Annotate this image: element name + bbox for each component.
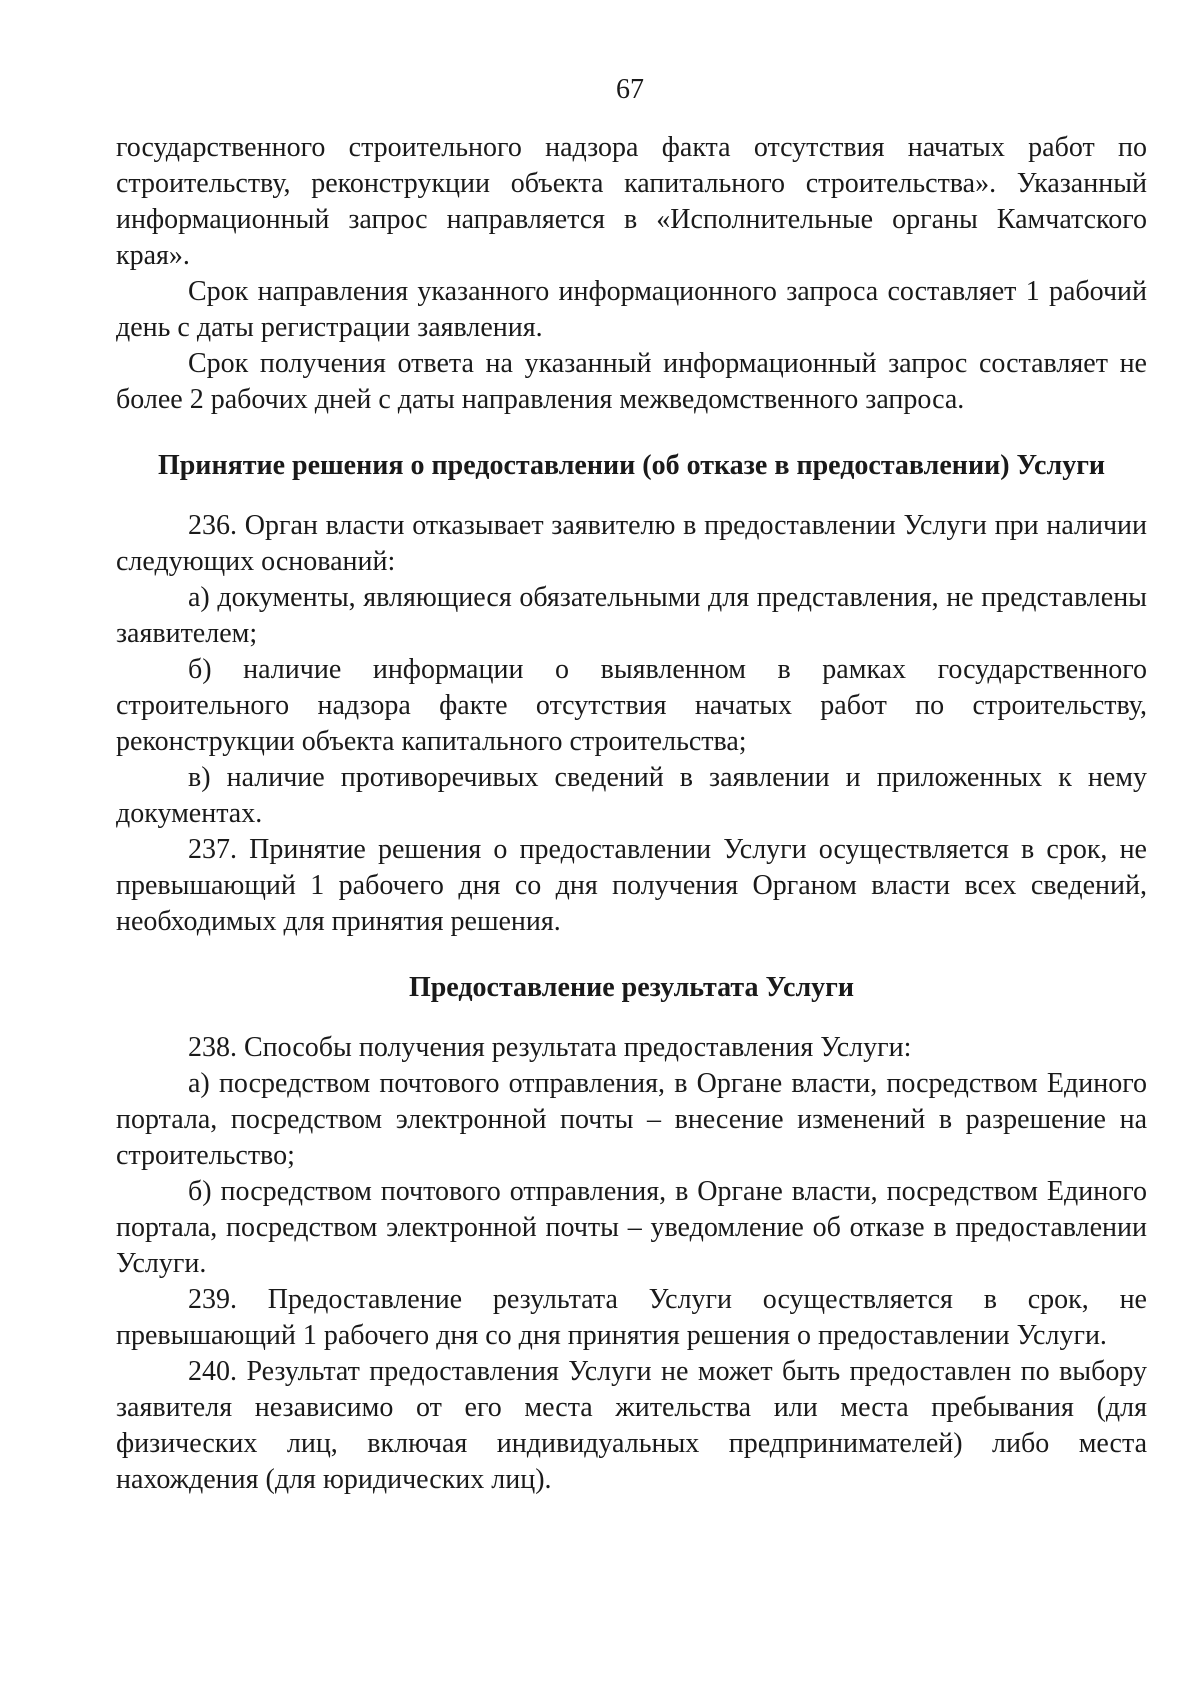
paragraph-238-a: а) посредством почтового отправления, в Органе власти, посредством Единого портала, посредством электронной почты – внесение изменений в разрешение на строительство; xyxy=(116,1068,1147,1171)
page-number: 67 xyxy=(616,74,644,105)
paragraph-240: 240. Результат предоставления Услуги не может быть предоставлен по выбору заявителя независимо от его места жительства или места пребывания (для физических лиц, включая индивидуальных предпринимателей) либо места нахождения (для юридических лиц). xyxy=(116,1356,1147,1495)
paragraph-236: 236. Орган власти отказывает заявителю в предоставлении Услуги при наличии следующих оснований: xyxy=(116,510,1147,577)
paragraph-239: 239. Предоставление результата Услуги осуществляется в срок, не превышающий 1 рабочего дня со дня принятия решения о предоставлении Услуги. xyxy=(116,1284,1147,1351)
document-body xyxy=(116,130,1147,1498)
section-heading-decision: Принятие решения о предоставлении (об отказе в предоставлении) Услуги xyxy=(157,450,1106,481)
paragraph-response-deadline: Срок получения ответа на указанный информационный запрос составляет не более 2 рабочих дней с даты направления межведомственного запроса. xyxy=(116,348,1147,415)
paragraph-238: 238. Способы получения результата предоставления Услуги: xyxy=(188,1032,912,1063)
paragraph-236-a: а) документы, являющиеся обязательными для представления, не представлены заявителем; xyxy=(116,582,1147,649)
paragraph-236-v: в) наличие противоречивых сведений в заявлении и приложенных к нему документах. xyxy=(116,762,1147,829)
paragraph-238-b: б) посредством почтового отправления, в Органе власти, посредством Единого портала, посредством электронной почты – уведомление об отказе в предоставлении Услуги. xyxy=(116,1176,1147,1279)
paragraph-237: 237. Принятие решения о предоставлении Услуги осуществляется в срок, не превышающий 1 рабочего дня со дня получения Органом власти всех сведений, необходимых для принятия решения. xyxy=(116,834,1147,937)
paragraph-continuation: государственного строительного надзора факта отсутствия начатых работ по строительству, реконструкции объекта капитального строительства». Указанный информационный запрос направляется в «Исполнительные органы Камчатского края». xyxy=(116,132,1147,271)
paragraph-236-b: б) наличие информации о выявленном в рамках государственного строительного надзора факте отсутствия начатых работ по строительству, реконструкции объекта капитального строительства; xyxy=(116,654,1147,757)
section-heading-result: Предоставление результата Услуги xyxy=(408,972,855,1003)
paragraph-request-deadline: Срок направления указанного информационного запроса составляет 1 рабочий день с даты регистрации заявления. xyxy=(116,276,1147,343)
